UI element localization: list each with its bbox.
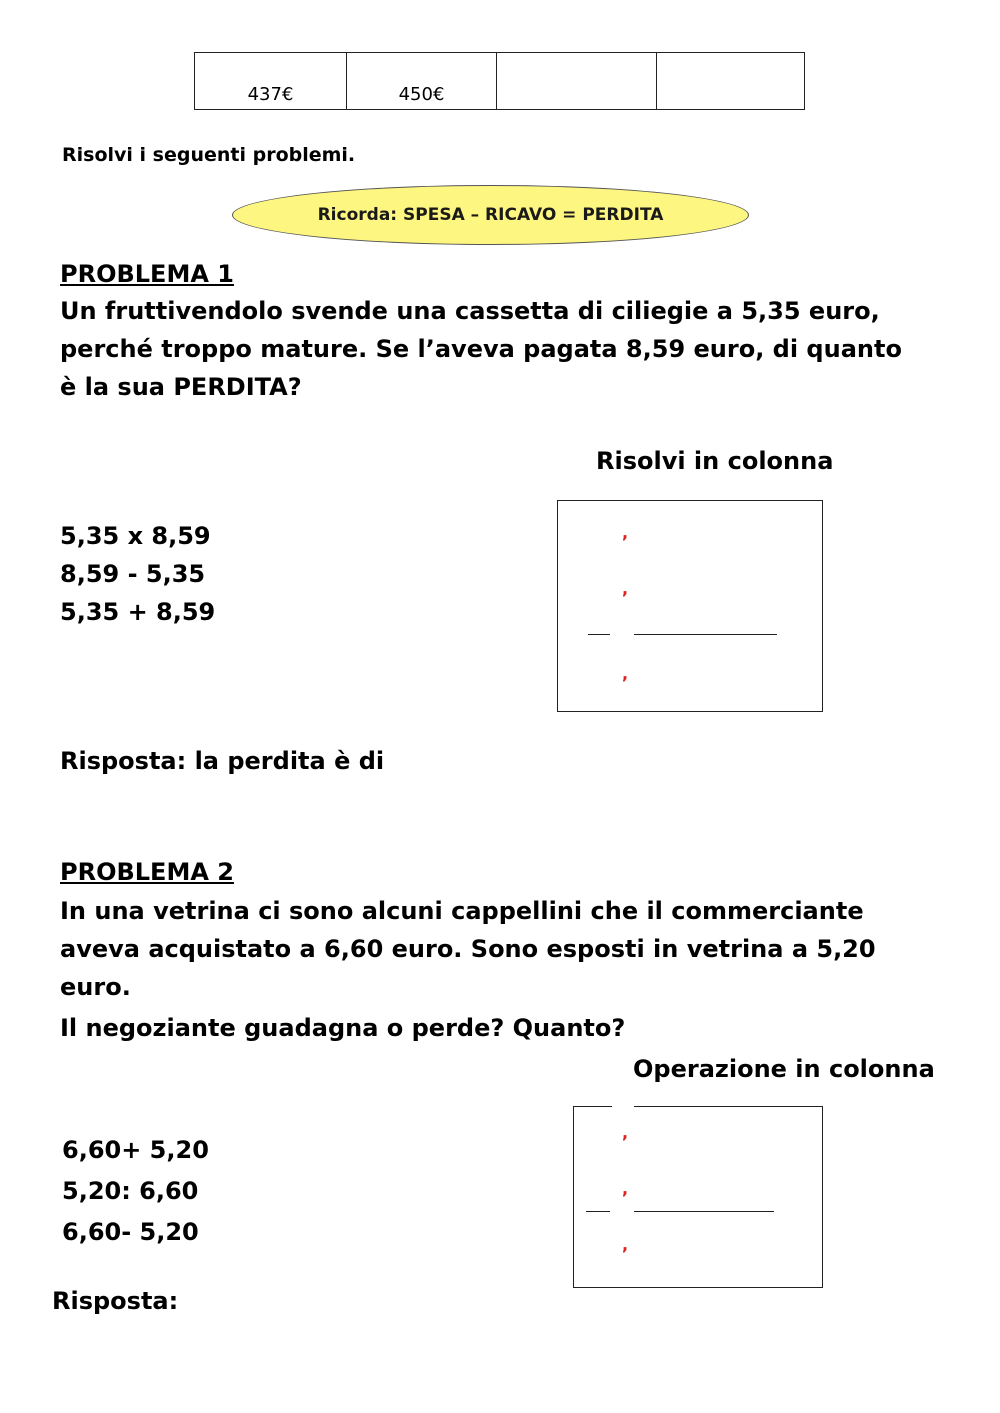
minus-line [586, 1211, 610, 1212]
problem1-line: perché troppo mature. Se l’aveva pagata 8,59 euro, di quanto [60, 335, 902, 363]
comma-mark: , [622, 1179, 629, 1198]
option-item[interactable]: 8,59 - 5,35 [60, 560, 206, 588]
problem1-line: Un fruttivendolo svende una cassetta di ciliegie a 5,35 euro, [60, 297, 880, 325]
table-cell-empty[interactable] [497, 53, 657, 110]
reminder-text: Ricorda: SPESA – RICAVO = PERDITA [317, 205, 664, 225]
problem1-column-label: Risolvi in colonna [596, 447, 834, 475]
table-cell-empty[interactable] [657, 53, 805, 110]
top-price-table [194, 52, 805, 110]
problem2-answer: Risposta: [52, 1287, 179, 1315]
minus-line [588, 634, 610, 635]
instruction-text: Risolvi i seguenti problemi. [62, 144, 356, 166]
result-line [634, 634, 777, 635]
problem1-answer: Risposta: la perdita è di [60, 747, 385, 775]
result-line [634, 1211, 774, 1212]
problem2-line: aveva acquistato a 6,60 euro. Sono esposti in vetrina a 5,20 [60, 935, 876, 963]
problem2-line: In una vetrina ci sono alcuni cappellini che il commerciante [60, 897, 864, 925]
problem2-options [62, 1130, 209, 1253]
border-gap [612, 1104, 634, 1110]
table-cell: 450€ [347, 53, 497, 110]
problem1-line: è la sua PERDITA? [60, 373, 302, 401]
option-item[interactable]: 6,60+ 5,20 [62, 1136, 209, 1164]
option-item[interactable]: 5,35 x 8,59 [60, 522, 211, 550]
comma-mark: , [622, 523, 629, 542]
reminder-ellipse [232, 185, 749, 245]
comma-mark: , [622, 1235, 629, 1254]
comma-mark: , [622, 579, 629, 598]
comma-mark: , [622, 1123, 629, 1142]
problem2-line: euro. [60, 973, 131, 1001]
problem2-text [60, 892, 876, 1006]
problem2-column-label: Operazione in colonna [633, 1055, 935, 1083]
problem2-heading: PROBLEMA 2 [60, 858, 234, 886]
option-item[interactable]: 5,20: 6,60 [62, 1177, 199, 1205]
comma-mark: , [622, 664, 629, 683]
problem2-question: Il negoziante guadagna o perde? Quanto? [60, 1014, 626, 1042]
table-cell: 437€ [195, 53, 347, 110]
problem1-options [60, 517, 215, 631]
problem1-heading: PROBLEMA 1 [60, 260, 234, 288]
option-item[interactable]: 6,60- 5,20 [62, 1218, 199, 1246]
option-item[interactable]: 5,35 + 8,59 [60, 598, 216, 626]
problem2-calc-box[interactable] [573, 1106, 823, 1288]
problem1-calc-box[interactable] [557, 500, 823, 712]
problem1-text [60, 292, 902, 406]
